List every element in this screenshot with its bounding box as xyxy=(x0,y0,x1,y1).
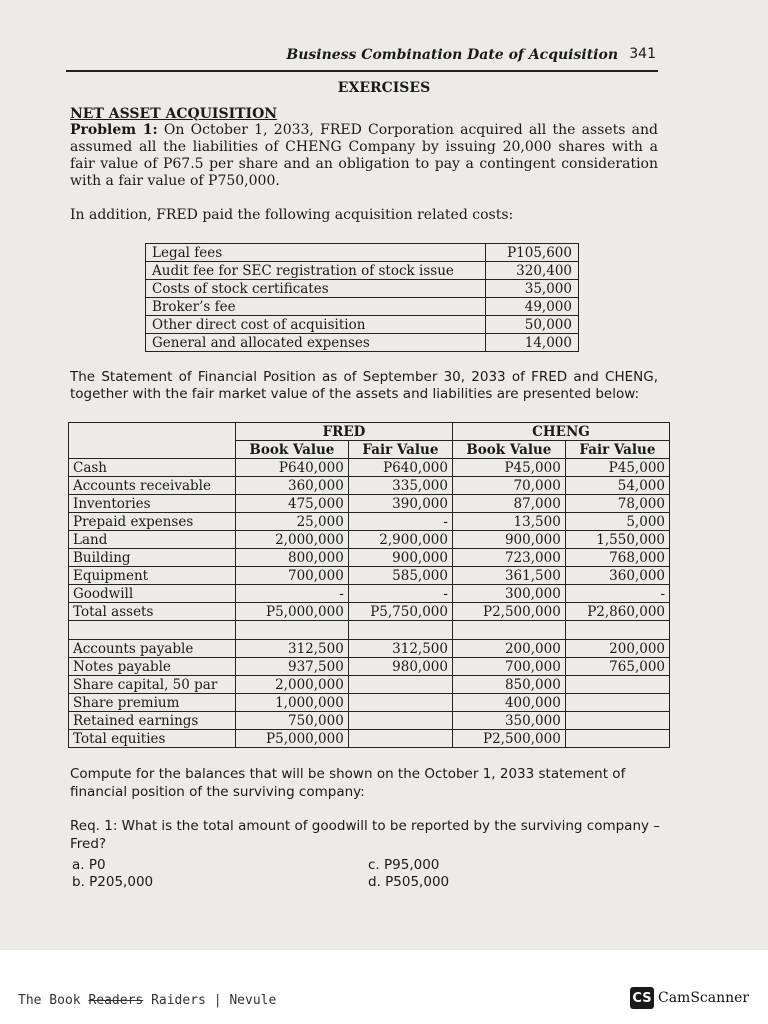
sfp-cell: 980,000 xyxy=(348,658,452,676)
cost-amount: 320,400 xyxy=(486,262,579,280)
exercises-heading: EXERCISES xyxy=(337,80,431,96)
sfp-row-label: Cash xyxy=(69,459,236,477)
footer-strike: Readers xyxy=(88,993,144,1008)
cost-row xyxy=(146,298,579,316)
sfp-cell: P2,860,000 xyxy=(565,603,669,621)
sfp-body xyxy=(69,459,670,748)
sfp-cell: 585,000 xyxy=(348,567,452,585)
sfp-cell: 700,000 xyxy=(236,567,349,585)
sfp-row-label: Notes payable xyxy=(69,658,236,676)
requirement-question: Req. 1: What is the total amount of goodwill to be reported by the surviving company – Fred? xyxy=(70,818,661,852)
footer-suffix: Raiders | Nevule xyxy=(143,993,277,1008)
sfp-cell: P45,000 xyxy=(565,459,669,477)
sfp-row xyxy=(69,712,670,730)
cost-amount: P105,600 xyxy=(486,244,579,262)
sfp-row xyxy=(69,459,670,477)
acquisition-costs-table xyxy=(145,243,579,352)
sfp-cell: 5,000 xyxy=(565,513,669,531)
sfp-cell: 87,000 xyxy=(452,495,565,513)
sfp-row-label: Building xyxy=(69,549,236,567)
sfp-cell: 70,000 xyxy=(452,477,565,495)
problem-statement xyxy=(70,122,658,190)
cost-item: Audit fee for SEC registration of stock issue xyxy=(146,262,486,280)
cost-amount: 35,000 xyxy=(486,280,579,298)
cost-item: Other direct cost of acquisition xyxy=(146,316,486,334)
sfp-cell: - xyxy=(565,585,669,603)
sfp-cell: 335,000 xyxy=(348,477,452,495)
sfp-cell: 750,000 xyxy=(236,712,349,730)
sfp-row-label: Land xyxy=(69,531,236,549)
sfp-row xyxy=(69,621,670,640)
camscanner-label: CamScanner xyxy=(658,990,750,1006)
column-header: Book Value xyxy=(236,441,349,459)
sfp-row xyxy=(69,676,670,694)
sfp-row xyxy=(69,531,670,549)
column-header: Fair Value xyxy=(565,441,669,459)
sfp-cell xyxy=(565,676,669,694)
page-header xyxy=(66,44,658,72)
sfp-row-label xyxy=(69,621,236,640)
sfp-row-label: Equipment xyxy=(69,567,236,585)
sfp-row xyxy=(69,585,670,603)
sfp-row xyxy=(69,567,670,585)
column-header: Book Value xyxy=(452,441,565,459)
sfp-cell: P640,000 xyxy=(348,459,452,477)
sfp-cell: 78,000 xyxy=(565,495,669,513)
sfp-row-label: Prepaid expenses xyxy=(69,513,236,531)
sfp-row xyxy=(69,513,670,531)
sfp-cell xyxy=(565,621,669,640)
sfp-cell xyxy=(348,694,452,712)
cost-amount: 49,000 xyxy=(486,298,579,316)
sfp-row xyxy=(69,640,670,658)
sfp-cell xyxy=(236,621,349,640)
sfp-cell: 13,500 xyxy=(452,513,565,531)
financial-position-table xyxy=(68,422,670,748)
sfp-cell: P5,000,000 xyxy=(236,730,349,748)
sfp-row-label: Total assets xyxy=(69,603,236,621)
choice-a: a. P0 xyxy=(72,857,106,873)
sfp-cell: 54,000 xyxy=(565,477,669,495)
problem-label: Problem 1: xyxy=(70,122,158,138)
sfp-row xyxy=(69,603,670,621)
sfp-cell: 25,000 xyxy=(236,513,349,531)
cost-item: General and allocated expenses xyxy=(146,334,486,352)
sfp-cell: 361,500 xyxy=(452,567,565,585)
sfp-cell xyxy=(348,676,452,694)
sfp-cell: P640,000 xyxy=(236,459,349,477)
problem-text: On October 1, 2033, FRED Corporation acquired all the assets and assumed all the liabilities of CHENG Company by issuing 20,000 shares with a fair value of P67.5 per share and an obligation to pay a contingent consideration with a fair value of P750,000. xyxy=(70,122,659,189)
sfp-cell: 900,000 xyxy=(452,531,565,549)
sfp-intro: The Statement of Financial Position as of September 30, 2033 of FRED and CHENG, together with the fair market value of the assets and liabilities are presented below: xyxy=(70,369,658,402)
costs-intro: In addition, FRED paid the following acquisition related costs: xyxy=(70,207,514,223)
group-header-row xyxy=(69,423,670,441)
sfp-cell xyxy=(348,730,452,748)
sfp-cell xyxy=(452,621,565,640)
sfp-cell: 360,000 xyxy=(565,567,669,585)
sfp-cell: 2,000,000 xyxy=(236,531,349,549)
sfp-cell xyxy=(565,694,669,712)
sfp-cell: P2,500,000 xyxy=(452,603,565,621)
sfp-row-label: Inventories xyxy=(69,495,236,513)
sfp-cell: 360,000 xyxy=(236,477,349,495)
sfp-cell: 312,500 xyxy=(348,640,452,658)
sfp-cell: P5,750,000 xyxy=(348,603,452,621)
sfp-cell: 765,000 xyxy=(565,658,669,676)
sfp-row-label: Share premium xyxy=(69,694,236,712)
sfp-cell xyxy=(348,712,452,730)
sfp-cell: - xyxy=(348,513,452,531)
sfp-row xyxy=(69,477,670,495)
sfp-cell: 300,000 xyxy=(452,585,565,603)
group-header-fred: FRED xyxy=(236,423,453,441)
sfp-cell: - xyxy=(348,585,452,603)
sfp-cell xyxy=(565,730,669,748)
cost-row xyxy=(146,280,579,298)
sfp-cell xyxy=(565,712,669,730)
cost-row xyxy=(146,334,579,352)
compute-instruction: Compute for the balances that will be shown on the October 1, 2033 statement of financial position of the surviving company: xyxy=(70,766,626,800)
sfp-cell: P5,000,000 xyxy=(236,603,349,621)
sfp-cell: 400,000 xyxy=(452,694,565,712)
choice-d: d. P505,000 xyxy=(368,874,450,890)
cost-amount: 50,000 xyxy=(486,316,579,334)
camscanner-logo-icon: CS xyxy=(630,987,654,1009)
sfp-row-label: Accounts payable xyxy=(69,640,236,658)
sfp-cell: 1,000,000 xyxy=(236,694,349,712)
choice-b: b. P205,000 xyxy=(72,874,154,890)
sfp-cell: 900,000 xyxy=(348,549,452,567)
sfp-row-label: Total equities xyxy=(69,730,236,748)
sfp-cell: 1,550,000 xyxy=(565,531,669,549)
sfp-row-label: Goodwill xyxy=(69,585,236,603)
footer-credit xyxy=(18,993,276,1008)
footer-prefix: The Book xyxy=(18,993,89,1008)
sfp-cell: 475,000 xyxy=(236,495,349,513)
sfp-cell: 700,000 xyxy=(452,658,565,676)
sfp-cell: P2,500,000 xyxy=(452,730,565,748)
sfp-row-label: Accounts receivable xyxy=(69,477,236,495)
cost-item: Costs of stock certificates xyxy=(146,280,486,298)
page-number: 341 xyxy=(629,46,656,62)
sfp-row-label: Retained earnings xyxy=(69,712,236,730)
sfp-cell: - xyxy=(236,585,349,603)
sfp-row xyxy=(69,694,670,712)
sfp-row xyxy=(69,495,670,513)
sfp-row xyxy=(69,730,670,748)
sfp-cell: 768,000 xyxy=(565,549,669,567)
sfp-row-label: Share capital, 50 par xyxy=(69,676,236,694)
group-header-cheng: CHENG xyxy=(452,423,669,441)
running-title: Business Combination Date of Acquisition xyxy=(286,47,618,63)
sfp-cell: 850,000 xyxy=(452,676,565,694)
sfp-cell: 350,000 xyxy=(452,712,565,730)
cost-row xyxy=(146,316,579,334)
column-header: Fair Value xyxy=(348,441,452,459)
sfp-cell: 2,900,000 xyxy=(348,531,452,549)
sfp-cell: P45,000 xyxy=(452,459,565,477)
sfp-row xyxy=(69,549,670,567)
section-heading: NET ASSET ACQUISITION xyxy=(70,106,278,122)
sfp-cell: 312,500 xyxy=(236,640,349,658)
cost-row xyxy=(146,244,579,262)
cost-amount: 14,000 xyxy=(486,334,579,352)
blank-header-cell xyxy=(69,423,236,459)
cost-item: Broker’s fee xyxy=(146,298,486,316)
sfp-cell: 200,000 xyxy=(565,640,669,658)
cost-item: Legal fees xyxy=(146,244,486,262)
sfp-cell: 937,500 xyxy=(236,658,349,676)
camscanner-watermark xyxy=(630,987,749,1009)
sfp-cell xyxy=(348,621,452,640)
sfp-cell: 723,000 xyxy=(452,549,565,567)
sfp-cell: 200,000 xyxy=(452,640,565,658)
cost-row xyxy=(146,262,579,280)
sfp-cell: 2,000,000 xyxy=(236,676,349,694)
sfp-row xyxy=(69,658,670,676)
sfp-cell: 800,000 xyxy=(236,549,349,567)
sfp-cell: 390,000 xyxy=(348,495,452,513)
choice-c: c. P95,000 xyxy=(368,857,440,873)
